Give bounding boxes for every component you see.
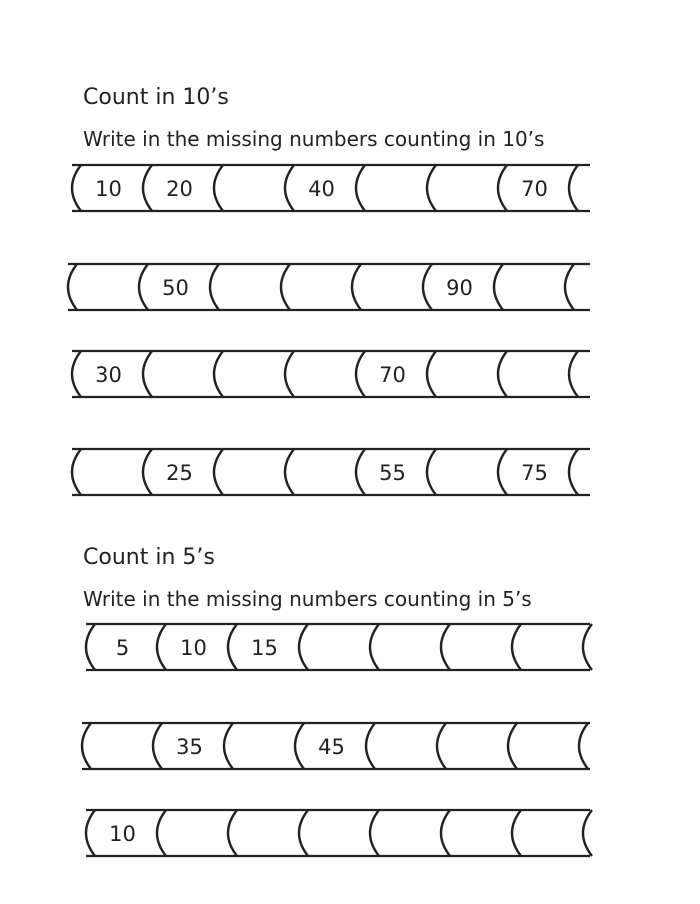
cell-divider	[423, 264, 432, 310]
cell-divider	[214, 165, 223, 211]
cell-divider	[72, 351, 81, 397]
cell-divider	[143, 351, 152, 397]
cell-divider	[224, 723, 233, 769]
cell-divider	[295, 723, 304, 769]
number-strip	[68, 264, 590, 310]
cell-divider	[72, 449, 81, 495]
cell-divider	[441, 624, 450, 670]
cell-divider	[498, 449, 507, 495]
cell-divider	[72, 165, 81, 211]
cell-divider	[370, 624, 379, 670]
cell-divider	[494, 264, 503, 310]
cell-divider	[583, 810, 592, 856]
cell-number: 10	[95, 177, 122, 201]
cell-divider	[214, 351, 223, 397]
cell-divider	[427, 351, 436, 397]
cell-divider	[210, 264, 219, 310]
cell-divider	[569, 165, 578, 211]
cell-divider	[569, 351, 578, 397]
cell-divider	[139, 264, 148, 310]
cell-divider	[86, 810, 95, 856]
cell-divider	[285, 165, 294, 211]
cell-divider	[427, 165, 436, 211]
cell-divider	[285, 449, 294, 495]
cell-divider	[512, 624, 521, 670]
cell-number: 15	[251, 636, 278, 660]
cell-divider	[427, 449, 436, 495]
cell-divider	[498, 165, 507, 211]
number-strip	[72, 449, 590, 495]
cell-divider	[214, 449, 223, 495]
cell-divider	[285, 351, 294, 397]
cell-number: 25	[166, 461, 193, 485]
cell-number: 30	[95, 363, 122, 387]
cell-number: 40	[308, 177, 335, 201]
cell-divider	[508, 723, 517, 769]
cell-divider	[569, 449, 578, 495]
cell-divider	[498, 351, 507, 397]
cell-divider	[153, 723, 162, 769]
cell-number: 90	[446, 276, 473, 300]
instruction-5s: Write in the missing numbers counting in 5’s	[83, 587, 532, 611]
cell-number: 10	[180, 636, 207, 660]
cell-divider	[356, 449, 365, 495]
cell-divider	[228, 810, 237, 856]
cell-divider	[512, 810, 521, 856]
number-strip	[72, 351, 590, 397]
cell-divider	[86, 624, 95, 670]
cell-divider	[356, 165, 365, 211]
cell-number: 70	[379, 363, 406, 387]
cell-divider	[299, 624, 308, 670]
cell-number: 10	[109, 822, 136, 846]
cell-divider	[281, 264, 290, 310]
cell-divider	[143, 449, 152, 495]
cell-number: 50	[162, 276, 189, 300]
cell-number: 70	[521, 177, 548, 201]
cell-divider	[565, 264, 574, 310]
cell-divider	[356, 351, 365, 397]
cell-divider	[228, 624, 237, 670]
cell-divider	[579, 723, 588, 769]
cell-number: 55	[379, 461, 406, 485]
number-strip	[86, 810, 592, 856]
cell-number: 20	[166, 177, 193, 201]
cell-number: 5	[115, 636, 130, 660]
cell-divider	[82, 723, 91, 769]
cell-divider	[157, 624, 166, 670]
cell-divider	[366, 723, 375, 769]
cell-divider	[68, 264, 77, 310]
section-heading-10s: Count in 10’s	[83, 85, 229, 110]
cell-divider	[583, 624, 592, 670]
cell-number: 75	[521, 461, 548, 485]
cell-divider	[437, 723, 446, 769]
number-strip	[72, 165, 590, 211]
number-strip	[82, 723, 590, 769]
cell-number: 45	[318, 735, 345, 759]
cell-divider	[441, 810, 450, 856]
cell-divider	[157, 810, 166, 856]
cell-divider	[370, 810, 379, 856]
section-heading-5s: Count in 5’s	[83, 545, 215, 570]
cell-number: 35	[176, 735, 203, 759]
instruction-10s: Write in the missing numbers counting in 10’s	[83, 127, 545, 151]
cell-divider	[352, 264, 361, 310]
number-strip	[86, 624, 592, 670]
cell-divider	[143, 165, 152, 211]
cell-divider	[299, 810, 308, 856]
